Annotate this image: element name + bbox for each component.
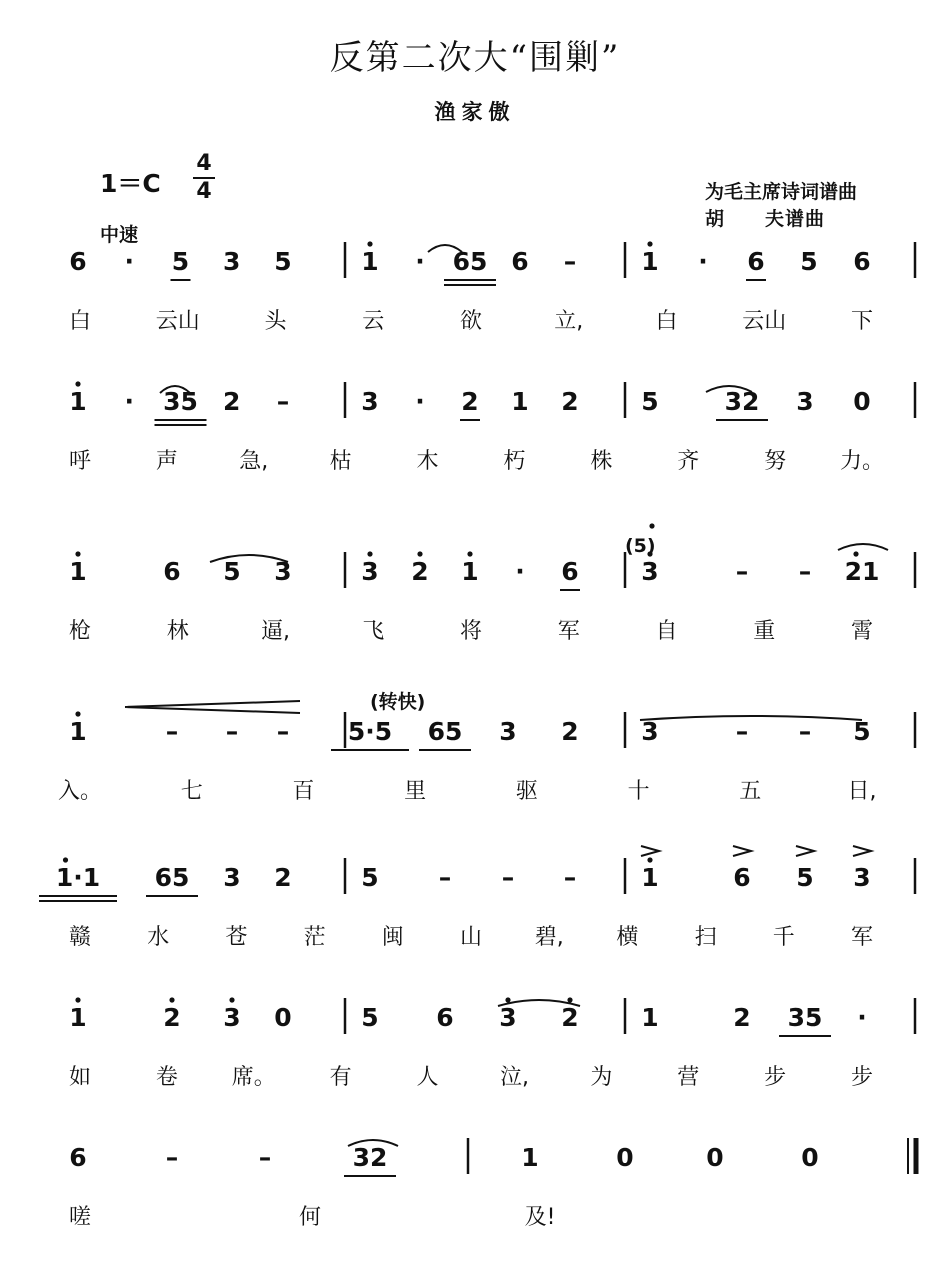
- note: 3: [853, 863, 871, 892]
- lyric-char: 株: [590, 449, 613, 474]
- octave-dot: [75, 381, 80, 386]
- note: 6: [69, 247, 87, 276]
- note: 0: [706, 1143, 724, 1172]
- note: 1: [511, 387, 529, 416]
- lyric-char: 飞: [362, 619, 385, 644]
- lyric-char: 苍: [225, 925, 248, 950]
- lyric-char: 横: [616, 925, 639, 950]
- note: 2: [411, 557, 429, 586]
- lyric-char: 五: [739, 779, 762, 804]
- lyric-char: 十: [627, 779, 650, 804]
- lyric-char: 席。: [231, 1065, 276, 1090]
- accent-mark: [733, 846, 751, 856]
- octave-dot: [505, 997, 510, 1002]
- lyric-char: 军: [850, 925, 874, 950]
- note: –: [798, 557, 812, 586]
- note: 6: [747, 247, 765, 276]
- hairpin: [125, 701, 300, 713]
- note: 5: [853, 717, 871, 746]
- note: –: [225, 717, 239, 746]
- time-signature-top: 4: [196, 151, 212, 176]
- accel-marking: (转快): [370, 691, 426, 713]
- lyric-char: 齐: [677, 449, 700, 474]
- song-subtitle: 渔家傲: [434, 100, 516, 124]
- note: 3: [796, 387, 814, 416]
- note: 3: [274, 557, 292, 586]
- note: 35: [787, 1003, 823, 1032]
- lyric-char: 木: [416, 449, 439, 474]
- time-signature-bottom: 4: [196, 179, 212, 204]
- note: 65: [427, 717, 463, 746]
- note: 32: [352, 1143, 388, 1172]
- note: 0: [853, 387, 871, 416]
- note: ·: [124, 387, 134, 416]
- lyric-char: 白: [655, 309, 678, 334]
- note: 3: [361, 557, 379, 586]
- octave-dot: [649, 523, 654, 528]
- lyric-char: 立,: [554, 309, 584, 334]
- note: 32: [724, 387, 760, 416]
- lyric-char: 枪: [68, 619, 92, 644]
- note: 65: [452, 247, 488, 276]
- note: 6: [69, 1143, 87, 1172]
- note: 6: [511, 247, 529, 276]
- alt-note-marking: (5): [625, 535, 656, 557]
- note: –: [735, 717, 749, 746]
- note: 6: [163, 557, 181, 586]
- octave-dot: [63, 857, 68, 862]
- lyric-char: 茫: [303, 925, 326, 950]
- note: 1: [641, 247, 659, 276]
- lyric-char: 将: [459, 619, 483, 644]
- note: 2: [561, 717, 579, 746]
- note: –: [165, 1143, 179, 1172]
- lyric-char: 步: [764, 1065, 787, 1090]
- lyric-char: 朽: [503, 449, 526, 474]
- note: 1: [69, 1003, 87, 1032]
- lyric-char: 入。: [57, 779, 103, 804]
- slur: [640, 716, 862, 720]
- lyric-char: 七: [180, 779, 203, 804]
- octave-dot: [417, 551, 422, 556]
- note: 1: [521, 1143, 539, 1172]
- credit-line-1: 为毛主席诗词谱曲: [705, 181, 858, 203]
- note: 2: [163, 1003, 181, 1032]
- lyric-char: 枯: [329, 449, 352, 474]
- lyric-char: 及!: [524, 1205, 556, 1230]
- note: 3: [499, 1003, 517, 1032]
- note: –: [735, 557, 749, 586]
- lyric-char: 何: [298, 1205, 322, 1230]
- octave-dot: [647, 241, 652, 246]
- note: 1: [69, 717, 87, 746]
- note: 1: [69, 557, 87, 586]
- note: 2: [561, 1003, 579, 1032]
- lyric-char: 如: [68, 1065, 92, 1090]
- note: ·: [124, 247, 134, 276]
- note: 5: [641, 387, 659, 416]
- note: 1: [69, 387, 87, 416]
- octave-dot: [367, 241, 372, 246]
- octave-dot: [75, 997, 80, 1002]
- note: 2: [733, 1003, 751, 1032]
- note: 6: [561, 557, 579, 586]
- note: 3: [641, 717, 659, 746]
- note: –: [563, 247, 577, 276]
- note: ·: [415, 387, 425, 416]
- note: 5: [796, 863, 814, 892]
- note: –: [501, 863, 515, 892]
- lyric-char: 云山: [742, 309, 787, 334]
- note: 2: [274, 863, 292, 892]
- note: ·: [857, 1003, 867, 1032]
- note: 3: [223, 1003, 241, 1032]
- note: 0: [616, 1143, 634, 1172]
- lyric-char: 云: [362, 309, 385, 334]
- note: 6: [436, 1003, 454, 1032]
- accent-mark: [641, 846, 659, 856]
- note: 5: [361, 1003, 379, 1032]
- lyric-char: 碧,: [534, 925, 564, 950]
- note: 3: [223, 863, 241, 892]
- lyric-char: 千: [772, 925, 795, 950]
- octave-dot: [229, 997, 234, 1002]
- lyric-char: 为: [590, 1065, 613, 1090]
- lyric-char: 重: [753, 619, 776, 644]
- lyric-char: 人: [416, 1065, 439, 1090]
- slur: [838, 544, 888, 550]
- lyric-char: 扫: [694, 925, 717, 950]
- note: 6: [853, 247, 871, 276]
- accent-mark: [853, 846, 871, 856]
- lyric-char: 嗟: [68, 1205, 92, 1230]
- note: –: [258, 1143, 272, 1172]
- lyric-char: 山: [459, 925, 483, 950]
- note: ·: [415, 247, 425, 276]
- note: 2: [461, 387, 479, 416]
- note: –: [563, 863, 577, 892]
- lyric-char: 水: [147, 925, 170, 950]
- note: 1: [361, 247, 379, 276]
- note: ·: [515, 557, 525, 586]
- lyric-char: 林: [166, 619, 189, 644]
- lyric-char: 驱: [515, 779, 538, 804]
- lyric-char: 逼,: [261, 619, 290, 644]
- note: 0: [801, 1143, 819, 1172]
- note: –: [276, 387, 290, 416]
- lyric-char: 努: [764, 449, 787, 474]
- octave-dot: [853, 551, 858, 556]
- lyric-char: 呼: [68, 449, 92, 474]
- octave-dot: [647, 857, 652, 862]
- song-title: 反第二次大“围剿”: [329, 38, 621, 78]
- note: 0: [274, 1003, 292, 1032]
- note: 5: [361, 863, 379, 892]
- lyric-char: 有: [329, 1065, 352, 1090]
- note: 5: [171, 247, 190, 276]
- lyric-char: 力。: [839, 449, 885, 474]
- lyric-char: 百: [292, 779, 315, 804]
- note: 1·1: [55, 863, 101, 892]
- note: 3: [361, 387, 379, 416]
- note: 6: [733, 863, 751, 892]
- credit-line-2: 胡 夫谱曲: [705, 208, 826, 230]
- lyric-char: 闽: [381, 925, 404, 950]
- lyric-char: 白: [68, 309, 92, 334]
- note: –: [438, 863, 452, 892]
- note: 2: [223, 387, 241, 416]
- octave-dot: [367, 551, 372, 556]
- note: 5: [800, 247, 818, 276]
- note: 1: [461, 557, 479, 586]
- note: 65: [154, 863, 190, 892]
- note: 1: [641, 863, 659, 892]
- lyric-char: 泣,: [499, 1065, 529, 1090]
- note: 2: [561, 387, 579, 416]
- tempo-marking: 中速: [100, 224, 139, 246]
- key-signature: 1＝C: [100, 169, 161, 198]
- lyric-char: 霄: [850, 619, 874, 644]
- lyric-char: 云山: [155, 309, 200, 334]
- lyric-char: 声: [155, 449, 178, 474]
- note: –: [798, 717, 812, 746]
- lyric-char: 赣: [68, 925, 92, 950]
- note: ·: [698, 247, 708, 276]
- note: 35: [163, 387, 198, 416]
- accent-mark: [796, 846, 814, 856]
- octave-dot: [169, 997, 174, 1002]
- lyric-char: 军: [557, 619, 580, 644]
- lyric-char: 日,: [847, 779, 877, 804]
- note: –: [276, 717, 290, 746]
- note: 3: [641, 557, 659, 586]
- lyric-char: 下: [850, 309, 874, 334]
- note: 1: [641, 1003, 659, 1032]
- lyric-char: 自: [655, 619, 678, 644]
- lyric-char: 欲: [459, 309, 483, 334]
- octave-dot: [75, 711, 80, 716]
- lyric-char: 头: [264, 309, 287, 334]
- octave-dot: [75, 551, 80, 556]
- lyric-char: 营: [677, 1065, 700, 1090]
- note: –: [165, 717, 179, 746]
- note: 3: [499, 717, 517, 746]
- lyric-char: 步: [850, 1065, 874, 1090]
- octave-dot: [567, 997, 572, 1002]
- note: 21: [844, 557, 880, 586]
- note: 5: [223, 557, 241, 586]
- note: 5·5: [347, 717, 393, 746]
- note: 3: [223, 247, 241, 276]
- lyric-char: 急,: [239, 449, 269, 474]
- note: 5: [274, 247, 292, 276]
- lyric-char: 卷: [155, 1065, 178, 1090]
- octave-dot: [467, 551, 472, 556]
- lyric-char: 里: [404, 779, 427, 804]
